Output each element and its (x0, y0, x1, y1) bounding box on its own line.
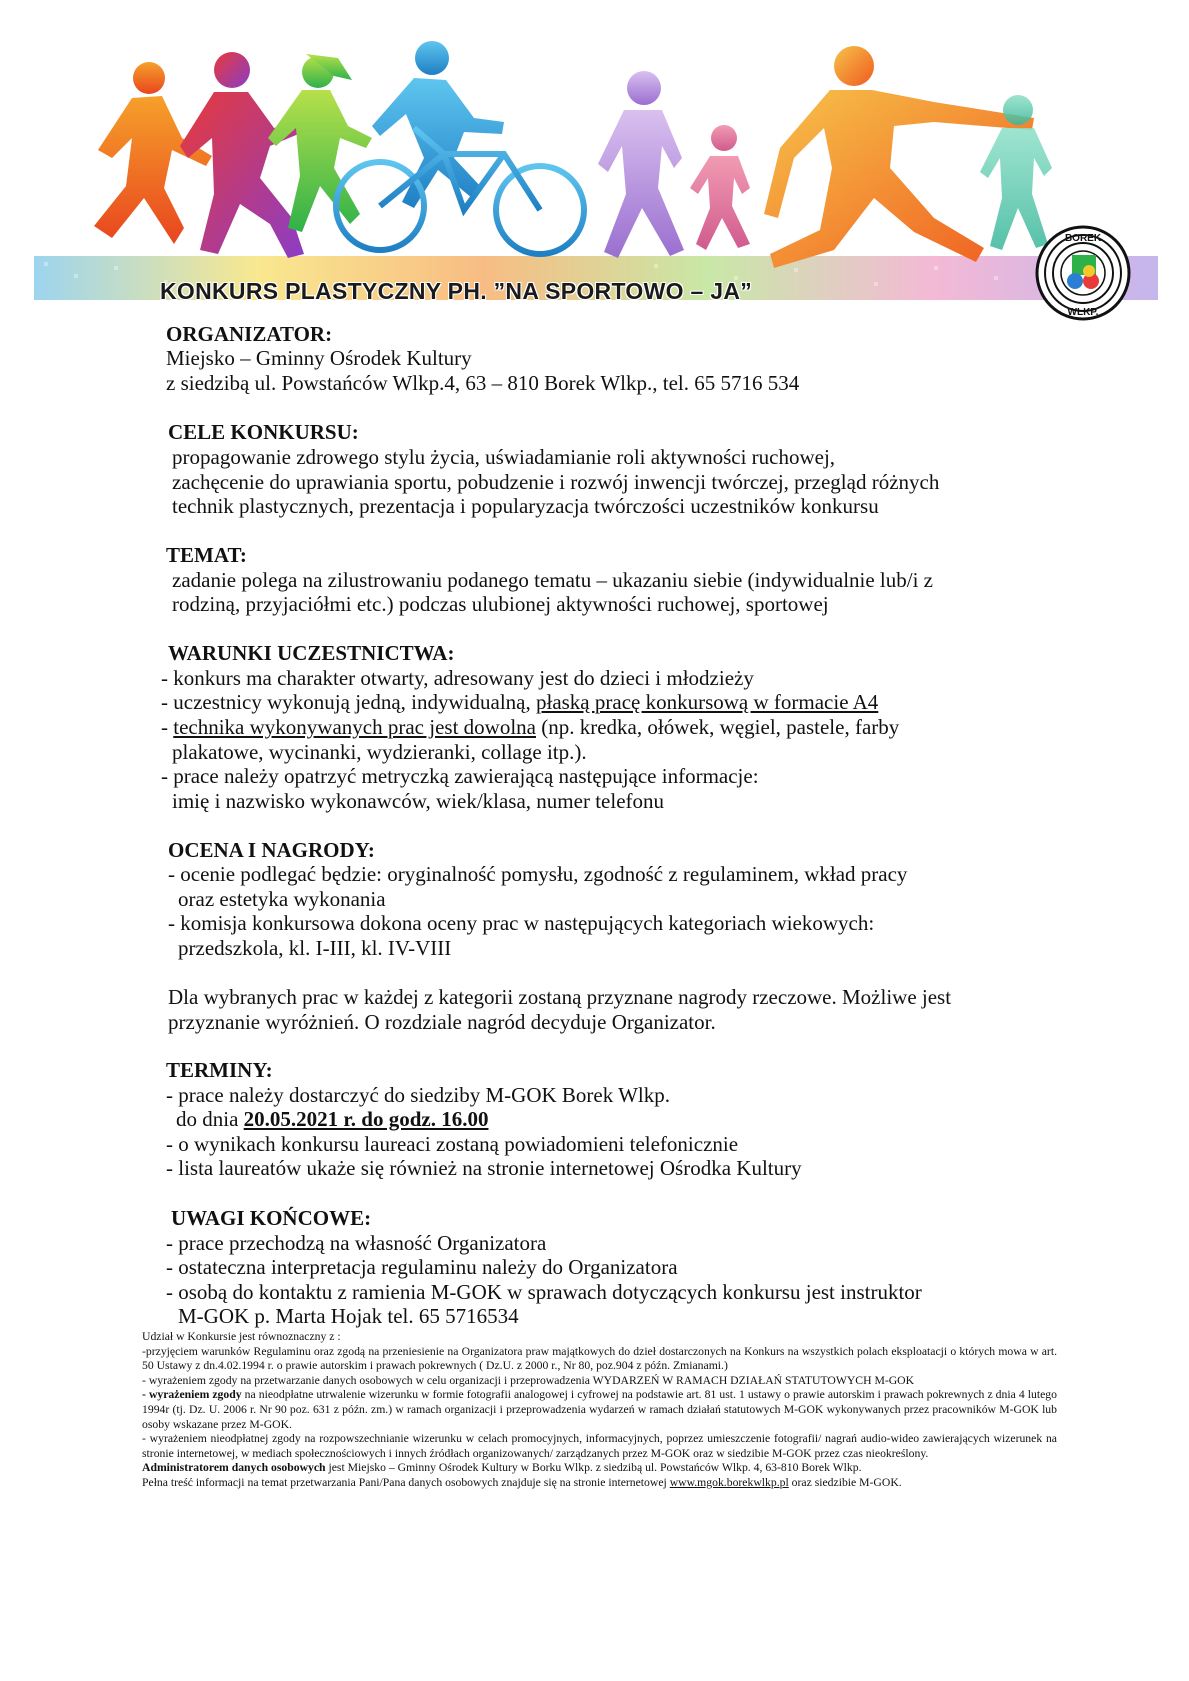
remarks-heading: UWAGI KOŃCOWE: (171, 1206, 372, 1230)
deadlines-line: - prace należy dostarczyć do siedziby M-GOK Borek Wlkp. (166, 1083, 671, 1107)
evaluation-line: przedszkola, kl. I-III, kl. IV-VIII (178, 936, 452, 960)
evaluation-paragraph: Dla wybranych prac w każdej z kategorii zostaną przyznane nagrody rzeczowe. Możliwe jest (168, 985, 952, 1009)
footer-paragraph: Administratorem danych osobowych jest Miejsko – Gminny Ośrodek Kultury w Borku Wlkp. z siedzibą ul. Powstańców Wlkp. 4, 63-810 Borek Wlkp. (142, 1461, 862, 1475)
runner-pink-silhouette (690, 125, 750, 250)
deadline-date: 20.05.2021 r. do godz. 16.00 (243, 1107, 489, 1131)
website-link[interactable]: www.mgok.borekwlkp.pl (669, 1475, 789, 1489)
footer-paragraph: - wyrażeniem nieodpłatnej zgody na rozpowszechnianie wizerunku w celach promocyjnych, informacyjnych, poprzez umieszczenie fotografii/ nagrań audio-wideo zawierających wizerunek na stronie internetowej, w mediach społecznościowych i innych źródłach organizowanych/ zarządzanych przez M-GOK oraz w siedzibie M-GOK przez czas nieokreślony. (142, 1432, 1057, 1460)
evaluation-heading: OCENA I NAGRODY: (168, 838, 375, 862)
conditions-line: - technika wykonywanych prac jest dowolna (np. kredka, ołówek, węgiel, pastele, farby (161, 715, 900, 739)
remarks-line: M-GOK p. Marta Hojak tel. 65 5716534 (178, 1304, 519, 1328)
conditions-heading: WARUNKI UCZESTNICTWA: (168, 641, 455, 665)
deadlines-heading: TERMINY: (166, 1058, 273, 1082)
legal-footer (142, 1330, 1057, 1491)
conditions-line: - konkurs ma charakter otwarty, adresowany jest do dzieci i młodzieży (161, 666, 754, 690)
goals-line: zachęcenie do uprawiania sportu, pobudzenie i rozwój inwencji twórczej, przegląd różnych (172, 470, 940, 494)
organizer-name: Miejsko – Gminny Ośrodek Kultury (166, 346, 472, 370)
runner-orange-silhouette (94, 62, 212, 244)
evaluation-paragraph: przyznanie wyróżnień. O rozdziale nagród decyduje Organizator. (168, 1010, 716, 1034)
evaluation-line: oraz estetyka wykonania (178, 887, 386, 911)
deadlines-line: - o wynikach konkursu laureaci zostaną powiadomieni telefonicznie (166, 1132, 739, 1156)
deadlines-line: - lista laureatów ukaże się również na stronie internetowej Ośrodka Kultury (166, 1156, 802, 1180)
remarks-line: - ostateczna interpretacja regulaminu należy do Organizatora (166, 1255, 678, 1279)
theme-line: zadanie polega na zilustrowaniu podanego tematu – ukazaniu siebie (indywidualnie lub/i z (172, 568, 934, 592)
footer-paragraph: - wyrażeniem zgody na nieodpłatne utrwalenie wizerunku w formie fotografii analogowej i cyfrowej na podstawie art. 81 ust. 1 ustawy o prawie autorskim i prawach pokrewnych z dnia 4 lutego 1994r (tj. Dz. U. 2006 r. Nr 90 poz. 631 z późn. zm.) w ramach organizacji i przeprowadzenia wydarzeń w ramach działań statutowych M-GOK wykonywanych przez pracowników M-GOK lub osoby wskazane przez M-GOK. (142, 1388, 1057, 1431)
evaluation-line: - ocenie podlegać będzie: oryginalność pomysłu, zgodność z regulaminem, wkład pracy (168, 862, 908, 886)
runner-green-silhouette (268, 54, 372, 232)
cyclist-silhouette (336, 41, 584, 254)
goals-heading: CELE KONKURSU: (168, 420, 359, 444)
conditions-line: - uczestnicy wykonują jedną, indywidualną, płaską pracę konkursową w formacie A4 (161, 690, 879, 714)
page-title: KONKURS PLASTYCZNY PH. ”NA SPORTOWO – JA” (160, 278, 753, 304)
organizer-heading: ORGANIZATOR: (166, 322, 333, 346)
footer-paragraph: Pełna treść informacji na temat przetwarzania Pani/Pana danych osobowych znajduje się na stronie internetowej www.mgok.borekwlkp.pl oraz siedzibie M-GOK. (142, 1475, 902, 1489)
footer-paragraph: -przyjęciem warunków Regulaminu oraz zgodą na przeniesienie na Organizatora praw majątkowych do dzieł dostarczonych na Konkurs na wszystkich polach eksploatacji o których mowa w art. 50 Ustawy z dn.4.02.1994 r. o prawie autorskim i prawach pokrewnych ( Dz.U. z 2000 r., Nr 80, poz.904 z późn. Zmianami.) (142, 1344, 1057, 1373)
theme-line: rodziną, przyjaciółmi etc.) podczas ulubionej aktywności ruchowej, sportowej (172, 592, 829, 616)
conditions-line: plakatowe, wycinanki, wydzieranki, collage itp.). (172, 740, 587, 764)
remarks-line: - osobą do kontaktu z ramienia M-GOK w sprawach dotyczących konkursu jest instruktor (166, 1280, 922, 1304)
conditions-line: imię i nazwisko wykonawców, wiek/klasa, numer telefonu (172, 789, 665, 813)
footer-paragraph: - wyrażeniem zgody na przetwarzanie danych osobowych w celu organizacji i przeprowadzenia WYDARZEŃ W RAMACH DZIAŁAŃ STATUTOWYCH M-GOK (142, 1373, 915, 1387)
theme-heading: TEMAT: (166, 543, 247, 567)
remarks-line: - prace przechodzą na własność Organizatora (166, 1231, 547, 1255)
conditions-line: - prace należy opatrzyć metryczką zawierającą następujące informacje: (161, 764, 759, 788)
goals-line: propagowanie zdrowego stylu życia, uświadamianie roli aktywności ruchowej, (172, 445, 836, 469)
svg-text:BOREK: BOREK (1064, 233, 1102, 244)
deadlines-date-line: do dnia 20.05.2021 r. do godz. 16.00 (176, 1107, 489, 1131)
footer-intro: Udział w Konkursie jest równoznaczny z : (142, 1330, 341, 1343)
svg-text:WLKP.: WLKP. (1067, 307, 1099, 318)
walker-purple-silhouette (598, 71, 684, 258)
organizer-address: z siedzibą ul. Powstańców Wlkp.4, 63 – 810 Borek Wlkp., tel. 65 5716 534 (166, 371, 800, 395)
goals-line: technik plastycznych, prezentacja i popularyzacja twórczości uczestników konkursu (172, 494, 879, 518)
mgok-logo (1035, 225, 1131, 321)
evaluation-line: - komisja konkursowa dokona oceny prac w następujących kategoriach wiekowych: (168, 911, 875, 935)
